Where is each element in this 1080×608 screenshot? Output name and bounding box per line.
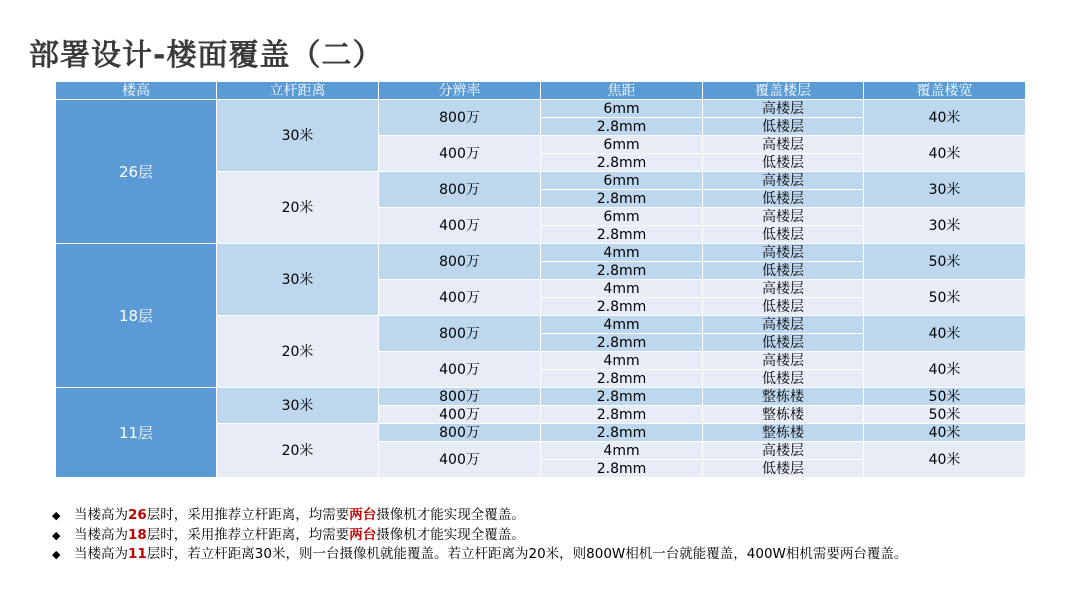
focal-length-cell: 4mm [541,352,703,370]
note-text: 摄像机才能实现全覆盖。 [376,507,525,523]
focal-length-cell: 4mm [541,280,703,298]
note-text: 当楼高为 [74,546,128,562]
coverage-width-cell: 50米 [864,244,1026,280]
column-header: 楼高 [56,82,217,100]
coverage-floor-cell: 高楼层 [703,280,864,298]
coverage-width-cell: 30米 [864,172,1026,208]
resolution-cell: 400万 [379,136,541,172]
coverage-floor-cell: 高楼层 [703,352,864,370]
focal-length-cell: 2.8mm [541,406,703,424]
focal-length-cell: 2.8mm [541,298,703,316]
focal-length-cell: 2.8mm [541,388,703,406]
focal-length-cell: 4mm [541,442,703,460]
coverage-width-cell: 40米 [864,136,1026,172]
focal-length-cell: 6mm [541,172,703,190]
column-header: 分辨率 [379,82,541,100]
resolution-cell: 800万 [379,244,541,280]
resolution-cell: 800万 [379,388,541,406]
coverage-floor-cell: 低楼层 [703,190,864,208]
pole-distance-cell: 20米 [217,424,379,478]
table-row [56,388,1026,406]
note-text: 层时，采用推荐立杆距离，均需要 [146,526,350,543]
coverage-floor-cell: 低楼层 [703,226,864,244]
coverage-floor-cell: 高楼层 [703,442,864,460]
note-text: 层时，采用推荐立杆距离，均需要 [146,507,350,523]
resolution-cell: 400万 [379,406,541,424]
coverage-floor-cell: 高楼层 [703,172,864,190]
resolution-cell: 800万 [379,172,541,208]
note-text: 当楼高为 [74,526,128,543]
table-row [56,100,1026,118]
resolution-cell: 800万 [379,100,541,136]
focal-length-cell: 6mm [541,208,703,226]
coverage-width-cell: 50米 [864,388,1026,406]
resolution-cell: 400万 [379,442,541,478]
resolution-cell: 400万 [379,208,541,244]
notes [52,506,907,565]
note-emphasis: 26 [128,507,147,523]
coverage-width-cell: 40米 [864,442,1026,478]
pole-distance-cell: 30米 [217,388,379,424]
coverage-floor-cell: 高楼层 [703,316,864,334]
note-item [52,506,907,526]
floor-height-cell: 18层 [56,244,217,388]
coverage-floor-cell: 低楼层 [703,334,864,352]
note-text: 当楼高为 [74,507,128,523]
coverage-floor-cell: 整栋楼 [703,388,864,406]
note-item [52,545,907,565]
focal-length-cell: 2.8mm [541,118,703,136]
coverage-floor-cell: 低楼层 [703,460,864,478]
note-item [52,526,907,546]
focal-length-cell: 2.8mm [541,424,703,442]
focal-length-cell: 2.8mm [541,226,703,244]
pole-distance-cell: 30米 [217,100,379,172]
coverage-floor-cell: 整栋楼 [703,406,864,424]
resolution-cell: 400万 [379,280,541,316]
coverage-floor-cell: 高楼层 [703,100,864,118]
table-header-row [56,82,1026,100]
coverage-floor-cell: 高楼层 [703,244,864,262]
diamond-bullet-icon: ◆ [52,548,61,561]
note-text: 摄像机才能实现全覆盖。 [376,526,525,543]
column-header: 焦距 [541,82,703,100]
resolution-cell: 400万 [379,352,541,388]
floor-height-cell: 26层 [56,100,217,244]
focal-length-cell: 2.8mm [541,262,703,280]
note-text: 层时，若立杆距离30米，则一台摄像机就能覆盖。若立杆距离为20米，则800W相机一台就能覆盖，400W相机需要两台覆盖。 [146,546,908,562]
coverage-width-cell: 40米 [864,424,1026,442]
diamond-bullet-icon: ◆ [52,509,61,522]
column-header: 覆盖楼层 [703,82,864,100]
coverage-floor-cell: 低楼层 [703,154,864,172]
focal-length-cell: 2.8mm [541,154,703,172]
focal-length-cell: 2.8mm [541,460,703,478]
table-body [56,100,1026,478]
coverage-width-cell: 40米 [864,352,1026,388]
coverage-floor-cell: 高楼层 [703,136,864,154]
coverage-floor-cell: 高楼层 [703,208,864,226]
column-header: 立杆距离 [217,82,379,100]
coverage-width-cell: 40米 [864,100,1026,136]
pole-distance-cell: 20米 [217,172,379,244]
coverage-floor-cell: 低楼层 [703,298,864,316]
coverage-width-cell: 50米 [864,406,1026,424]
table-row [56,244,1026,262]
note-emphasis: 两台 [349,507,377,523]
note-emphasis: 两台 [349,526,377,543]
focal-length-cell: 2.8mm [541,370,703,388]
floor-height-cell: 11层 [56,388,217,478]
coverage-floor-cell: 整栋楼 [703,424,864,442]
pole-distance-cell: 30米 [217,244,379,316]
focal-length-cell: 4mm [541,316,703,334]
coverage-floor-cell: 低楼层 [703,370,864,388]
pole-distance-cell: 20米 [217,316,379,388]
resolution-cell: 800万 [379,424,541,442]
focal-length-cell: 4mm [541,244,703,262]
diamond-bullet-icon: ◆ [52,528,61,542]
resolution-cell: 800万 [379,316,541,352]
coverage-width-cell: 50米 [864,280,1026,316]
focal-length-cell: 6mm [541,100,703,118]
coverage-floor-cell: 低楼层 [703,118,864,136]
coverage-floor-cell: 低楼层 [703,262,864,280]
focal-length-cell: 2.8mm [541,190,703,208]
focal-length-cell: 6mm [541,136,703,154]
coverage-width-cell: 30米 [864,208,1026,244]
coverage-table [55,81,1026,478]
page-title: 部署设计-楼面覆盖（二） [29,38,384,73]
coverage-width-cell: 40米 [864,316,1026,352]
note-emphasis: 18 [128,526,147,543]
focal-length-cell: 2.8mm [541,334,703,352]
column-header: 覆盖楼宽 [864,82,1026,100]
note-emphasis: 11 [128,546,147,562]
